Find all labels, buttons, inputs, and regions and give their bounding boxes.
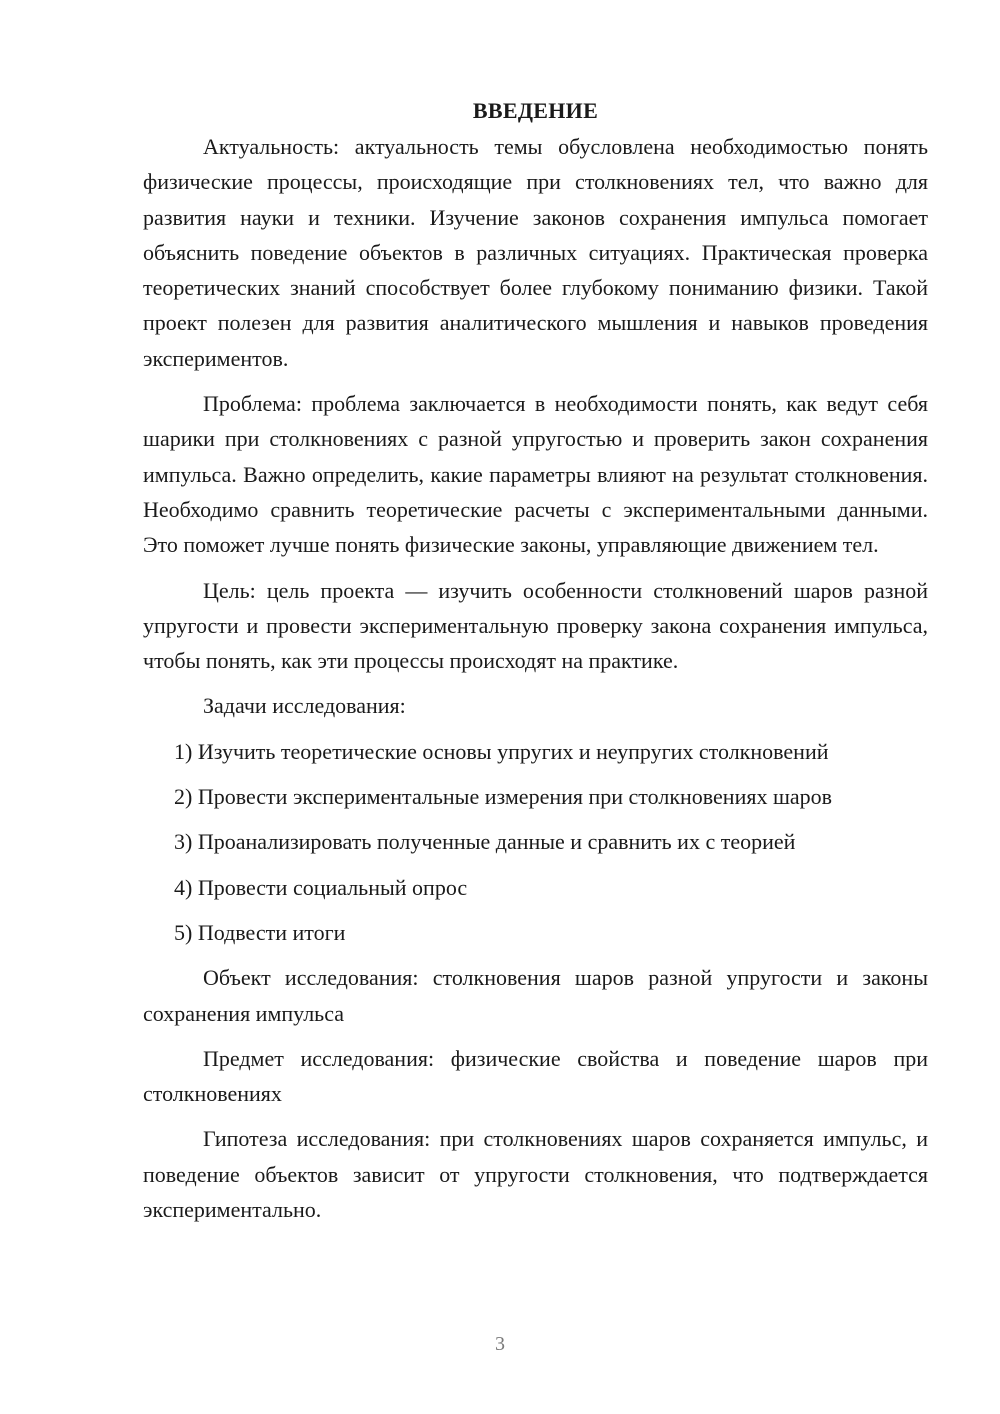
section-heading: ВВЕДЕНИЕ (472, 98, 599, 123)
task-item: 4) Провести социальный опрос (174, 874, 468, 900)
relevance-paragraph: Актуальность: актуальность темы обусловлена необходимостью понять физические процессы, происходящие при столкновениях тел, что важно для развития науки и техники. Изучение законов сохранения импульса помогает объяснить поведение объектов в различных ситуациях. Практическая проверка теоретических знаний способствует более глубокому пониманию физики. Такой проект полезен для развития аналитического мышления и навыков проведения экспериментов. (143, 134, 928, 371)
goal-paragraph: Цель: цель проекта — изучить особенности столкновений шаров разной упругости и провести экспериментальную проверку закона сохранения импульса, чтобы понять, как эти процессы происходят на практике. (143, 577, 928, 674)
subject-paragraph: Предмет исследования: физические свойства и поведение шаров при столкновениях (143, 1045, 928, 1107)
task-item: 1) Изучить теоретические основы упругих и неупругих столкновений (174, 738, 829, 764)
tasks-heading: Задачи исследования: (203, 693, 406, 719)
document-page (143, 93, 928, 1237)
hypothesis-paragraph: Гипотеза исследования: при столкновениях шаров сохраняется импульс, и поведение объектов зависит от упругости столкновения, что подтверждается экспериментально. (143, 1126, 928, 1223)
task-item: 5) Подвести итоги (174, 919, 346, 945)
problem-paragraph: Проблема: проблема заключается в необходимости понять, как ведут себя шарики при столкновениях с разной упругостью и проверить закон сохранения импульса. Важно определить, какие параметры влияют на результат столкновения. Необходимо сравнить теоретические расчеты с экспериментальными данными. Это поможет лучше понять физические законы, управляющие движением тел. (143, 391, 928, 558)
page-number: 3 (495, 1333, 505, 1355)
tasks-list (143, 734, 928, 950)
object-paragraph: Объект исследования: столкновения шаров разной упругости и законы сохранения импульса (143, 965, 928, 1026)
task-item: 3) Проанализировать полученные данные и сравнить их с теорией (174, 829, 796, 855)
task-item: 2) Провести экспериментальные измерения при столкновениях шаров (174, 784, 833, 810)
